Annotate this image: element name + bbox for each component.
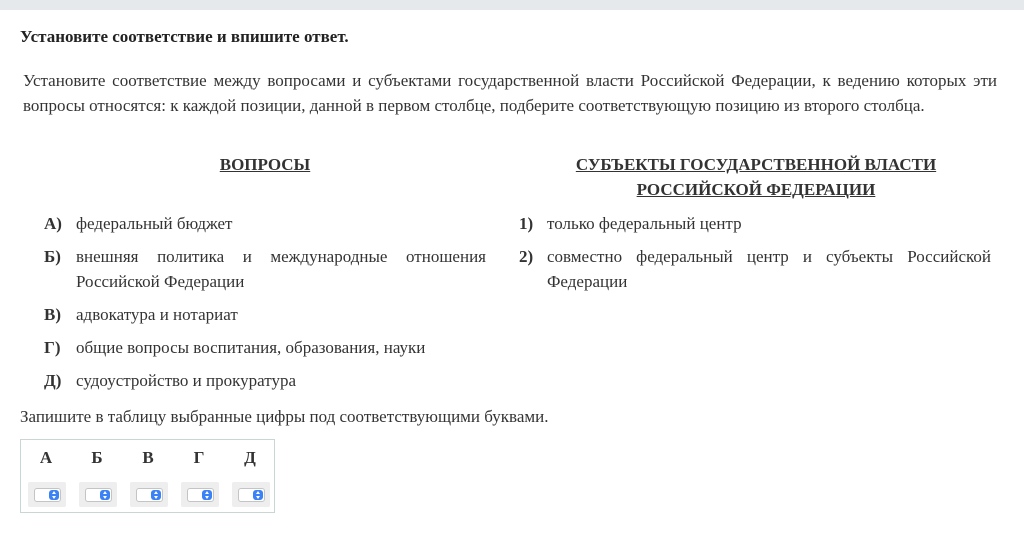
question-text: судоустройство и прокуратура (76, 371, 296, 390)
answer-cell-b (79, 482, 117, 507)
updown-chevron-icon (151, 490, 161, 500)
answer-select-v[interactable] (136, 488, 163, 502)
answer-instruction: Запишите в таблицу выбранные цифры под соответствующими буквами. (20, 407, 549, 426)
answer-cell-v (130, 482, 168, 507)
question-key: В) (44, 305, 61, 324)
subjects-column-title: СУБЪЕКТЫ ГОСУДАРСТВЕННОЙ ВЛАСТИ РОССИЙСКОЙ ФЕДЕРАЦИИ (575, 155, 937, 199)
answer-cell-g (181, 482, 219, 507)
updown-chevron-icon (202, 490, 212, 500)
question-key: А) (44, 214, 62, 233)
top-bar (0, 0, 1024, 10)
question-text: адвокатура и нотариат (76, 305, 238, 324)
updown-chevron-icon (100, 490, 110, 500)
answer-cell-d (232, 482, 270, 507)
answer-table (20, 439, 275, 513)
question-key: Б) (44, 247, 61, 266)
question-text: федеральный бюджет (76, 214, 233, 233)
updown-chevron-icon (253, 490, 263, 500)
questions-column-title: ВОПРОСЫ (219, 155, 311, 174)
answer-column-header: Б (91, 448, 103, 467)
question-text: внешняя политика и международные отношения Российской Федерации (76, 247, 486, 291)
answer-column-header: Г (193, 448, 205, 467)
subject-text: только федеральный центр (547, 214, 742, 233)
answer-select-d[interactable] (238, 488, 265, 502)
subject-key: 1) (519, 214, 534, 233)
answer-cell-a (28, 482, 66, 507)
answer-column-header: В (142, 448, 154, 467)
answer-column-header: Д (244, 448, 256, 467)
question-key: Д) (44, 371, 62, 390)
subject-key: 2) (519, 247, 534, 266)
question-key: Г) (44, 338, 61, 357)
question-text: общие вопросы воспитания, образования, науки (76, 338, 426, 357)
answer-select-g[interactable] (187, 488, 214, 502)
task-intro: Установите соответствие между вопросами и субъектами государственной власти Российской Федерации, к ведению которых эти вопросы относятся: к каждой позиции, данной в первом столбце, подберите соответствующую позицию из второго столбца. (23, 71, 997, 115)
answer-column-header: А (39, 448, 53, 467)
answer-select-a[interactable] (34, 488, 61, 502)
updown-chevron-icon (49, 490, 59, 500)
subject-text: совместно федеральный центр и субъекты Российской Федерации (547, 247, 991, 291)
task-heading: Установите соответствие и впишите ответ. (20, 27, 349, 46)
answer-select-b[interactable] (85, 488, 112, 502)
